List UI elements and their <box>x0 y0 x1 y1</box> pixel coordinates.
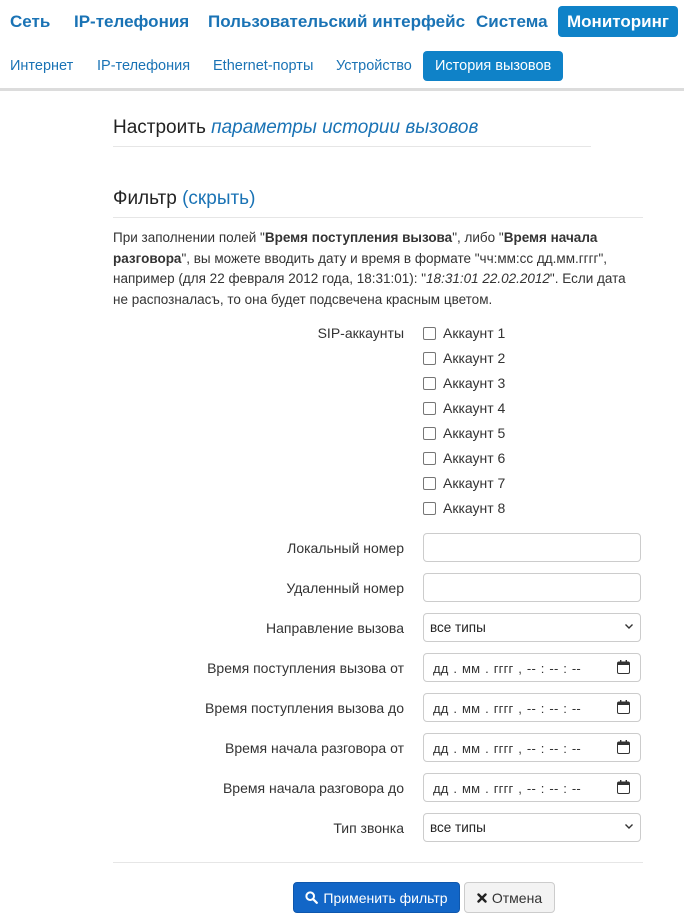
call-direction-select[interactable] <box>423 613 641 642</box>
account-6-checkbox-row[interactable]: Аккаунт 6 <box>423 448 505 468</box>
subnav-ethernet-ports[interactable]: Ethernet-порты <box>213 58 314 74</box>
sub-nav <box>0 44 684 91</box>
arrival-time-to-input[interactable] <box>423 693 641 722</box>
calendar-icon[interactable] <box>617 660 630 674</box>
filter-description: При заполнении полей "Время поступления вызова", либо "Время начала разговора", вы можете вводить дату и время в формате "чч:мм:сс дд.мм.гггг", например (для 22 февраля 2012 года, 18:31:01): "18:31:01 22.02.2012". Если дата не распозналасъ, то она будет подсвечена красным цветом. <box>113 230 626 307</box>
arrival-time-to-label: Время поступления вызова до <box>205 700 404 716</box>
chevron-down-icon <box>624 821 634 831</box>
nav-ip-telephony[interactable]: IP-телефония <box>74 12 190 31</box>
local-number-input[interactable] <box>423 533 641 562</box>
checkbox[interactable] <box>423 327 436 340</box>
checkbox[interactable] <box>423 427 436 440</box>
filter-title: Фильтр <box>113 188 177 209</box>
local-number-label: Локальный номер <box>287 540 404 556</box>
search-icon <box>305 891 318 904</box>
calendar-icon[interactable] <box>617 700 630 714</box>
remote-number-label: Удаленный номер <box>286 580 404 596</box>
subnav-call-history[interactable]: История вызовов <box>423 51 563 81</box>
divider <box>113 862 643 863</box>
checkbox[interactable] <box>423 502 436 515</box>
divider <box>113 217 643 218</box>
settings-heading-prefix: Настроить <box>113 117 206 138</box>
datetime-placeholder: дд . мм . гггг , -- : -- : -- <box>433 781 581 796</box>
filter-heading <box>113 188 255 210</box>
arrival-time-from-input[interactable] <box>423 653 641 682</box>
datetime-placeholder: дд . мм . гггг , -- : -- : -- <box>433 701 581 716</box>
talk-start-to-input[interactable] <box>423 773 641 802</box>
talk-start-from-input[interactable] <box>423 733 641 762</box>
sip-accounts-label: SIP-аккаунты <box>317 325 404 341</box>
datetime-placeholder: дд . мм . гггг , -- : -- : -- <box>433 741 581 756</box>
call-direction-value: все типы <box>430 620 486 635</box>
account-2-checkbox-row[interactable]: Аккаунт 2 <box>423 348 505 368</box>
settings-heading <box>113 117 478 139</box>
divider <box>113 146 591 147</box>
close-icon <box>477 893 487 903</box>
call-history-settings-link[interactable]: параметры истории вызовов <box>211 117 479 138</box>
account-3-checkbox-row[interactable]: Аккаунт 3 <box>423 373 505 393</box>
nav-user-interface[interactable]: Пользовательский интерфейс <box>208 12 466 31</box>
subnav-ip-telephony[interactable]: IP-телефония <box>97 58 191 74</box>
calendar-icon[interactable] <box>617 780 630 794</box>
talk-start-to-label: Время начала разговора до <box>222 780 404 796</box>
account-5-checkbox-row[interactable]: Аккаунт 5 <box>423 423 505 443</box>
account-4-checkbox-row[interactable]: Аккаунт 4 <box>423 398 505 418</box>
cancel-button[interactable] <box>464 882 555 913</box>
checkbox[interactable] <box>423 452 436 465</box>
filter-hide-link[interactable]: (скрыть) <box>182 188 256 209</box>
subnav-internet[interactable]: Интернет <box>10 58 74 74</box>
checkbox[interactable] <box>423 377 436 390</box>
nav-network[interactable]: Сеть <box>10 12 51 31</box>
arrival-time-from-label: Время поступления вызова от <box>207 660 404 676</box>
main-nav <box>0 0 684 44</box>
checkbox[interactable] <box>423 477 436 490</box>
nav-system[interactable]: Система <box>476 12 548 31</box>
call-direction-label: Направление вызова <box>266 620 404 636</box>
ring-type-value: все типы <box>430 820 486 835</box>
apply-filter-button[interactable] <box>293 882 460 913</box>
account-7-checkbox-row[interactable]: Аккаунт 7 <box>423 473 505 493</box>
checkbox[interactable] <box>423 402 436 415</box>
ring-type-label: Тип звонка <box>333 820 404 836</box>
checkbox[interactable] <box>423 352 436 365</box>
nav-monitoring[interactable]: Мониторинг <box>558 6 678 37</box>
subnav-device[interactable]: Устройство <box>336 58 412 74</box>
calendar-icon[interactable] <box>617 740 630 754</box>
account-1-checkbox-row[interactable]: Аккаунт 1 <box>423 323 505 343</box>
ring-type-select[interactable] <box>423 813 641 842</box>
talk-start-from-label: Время начала разговора от <box>225 740 404 756</box>
account-8-checkbox-row[interactable]: Аккаунт 8 <box>423 498 505 518</box>
remote-number-input[interactable] <box>423 573 641 602</box>
apply-filter-label: Применить фильтр <box>323 889 448 906</box>
datetime-placeholder: дд . мм . гггг , -- : -- : -- <box>433 661 581 676</box>
cancel-label: Отмена <box>491 889 543 906</box>
chevron-down-icon <box>624 621 634 631</box>
